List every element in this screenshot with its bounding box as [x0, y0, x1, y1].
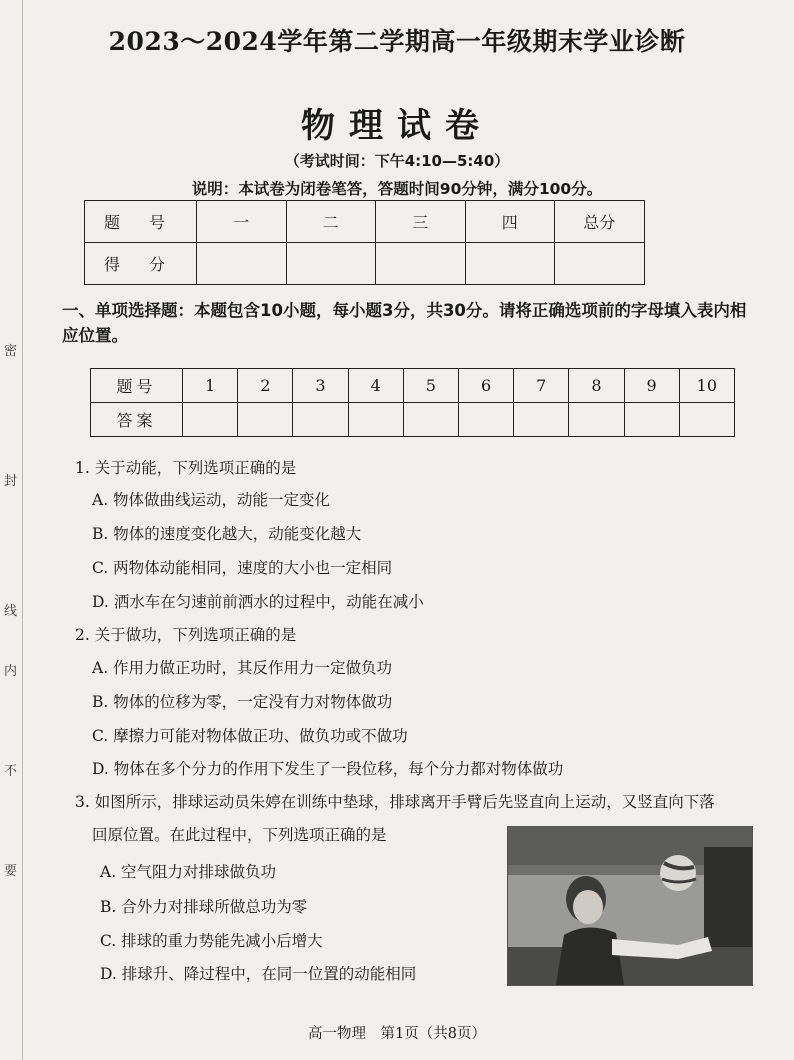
question-3-option-a: A. 空气阻力对排球做负功 — [100, 863, 277, 881]
exam-instructions: 说明：本试卷为闭卷笔答，答题时间90分钟，满分100分。 — [191, 180, 603, 198]
question-number: 6 — [458, 369, 513, 403]
question-3-option-c: C. 排球的重力势能先减小后增大 — [100, 932, 323, 950]
exam-time: （考试时间：下午4:10—5:40） — [284, 152, 510, 170]
question-2-option-a: A. 作用力做正功时，其反作用力一定做负功 — [92, 659, 393, 677]
question-number: 1 — [183, 369, 238, 403]
section-heading: 一、单项选择题：本题包含10小题，每小题3分，共30分。请将正确选项前的字母填入表内相应位置。 — [62, 301, 747, 345]
score-col-3: 三 — [376, 201, 466, 243]
question-3-stem-continued: 回原位置。在此过程中，下列选项正确的是 — [92, 826, 387, 844]
answer-cell — [624, 403, 679, 437]
answer-cell — [238, 403, 293, 437]
question-3-option-b: B. 合外力对排球所做总功为零 — [100, 898, 308, 916]
question-number: 3 — [293, 369, 348, 403]
question-3-stem: 3. 如图所示，排球运动员朱婷在训练中垫球，排球离开手臂后先竖直向上运动，又竖直向下落 — [75, 793, 715, 811]
margin-char: 封 — [4, 474, 18, 489]
score-table-label: 得 分 — [85, 243, 197, 285]
score-table-label: 题 号 — [85, 201, 197, 243]
volleyball-player-photo — [507, 826, 753, 986]
answer-table-number-row — [91, 369, 735, 403]
answer-cell — [458, 403, 513, 437]
question-2-option-c: C. 摩擦力可能对物体做正功、做负功或不做功 — [92, 727, 408, 745]
score-cell — [286, 243, 376, 285]
answer-cell — [514, 403, 569, 437]
answer-table-answer-row — [91, 403, 735, 437]
answer-table-label: 题号 — [91, 369, 183, 403]
question-1-stem: 1. 关于动能，下列选项正确的是 — [75, 459, 297, 477]
margin-char: 内 — [4, 664, 18, 679]
margin-char: 密 — [4, 344, 18, 359]
score-col-1: 一 — [197, 201, 287, 243]
score-col-2: 二 — [286, 201, 376, 243]
score-cell — [376, 243, 466, 285]
answer-cell — [403, 403, 458, 437]
score-col-total: 总分 — [555, 201, 645, 243]
question-1-option-a: A. 物体做曲线运动，动能一定变化 — [92, 491, 331, 509]
score-table-header-row — [85, 201, 734, 243]
question-3-option-d: D. 排球升、降过程中，在同一位置的动能相同 — [100, 965, 417, 983]
score-cell — [555, 243, 645, 285]
question-2-option-b: B. 物体的位移为零，一定没有力对物体做功 — [92, 693, 393, 711]
score-col-4: 四 — [465, 201, 555, 243]
answer-cell — [569, 403, 624, 437]
margin-char: 不 — [4, 764, 18, 779]
score-cell — [197, 243, 287, 285]
exam-title: 2023～2024学年第二学期高一年级期末学业诊断 — [108, 27, 686, 56]
question-number: 4 — [348, 369, 403, 403]
answer-cell — [183, 403, 238, 437]
answer-cell — [293, 403, 348, 437]
score-table — [84, 200, 734, 285]
question-2-option-d: D. 物体在多个分力的作用下发生了一段位移，每个分力都对物体做功 — [92, 760, 564, 778]
answer-table — [90, 368, 735, 437]
question-number: 2 — [238, 369, 293, 403]
score-table-score-row — [85, 243, 734, 285]
question-1-option-d: D. 洒水车在匀速前前洒水的过程中，动能在减小 — [92, 593, 424, 611]
question-1-option-c: C. 两物体动能相同，速度的大小也一定相同 — [92, 559, 393, 577]
question-1-option-b: B. 物体的速度变化越大，动能变化越大 — [92, 525, 362, 543]
question-number: 7 — [514, 369, 569, 403]
answer-cell — [348, 403, 403, 437]
question-2-stem: 2. 关于做功，下列选项正确的是 — [75, 626, 297, 644]
question-number: 5 — [403, 369, 458, 403]
answer-table-label: 答案 — [91, 403, 183, 437]
margin-char: 要 — [4, 864, 18, 879]
question-number: 8 — [569, 369, 624, 403]
subject-title: 物理试卷 — [301, 106, 493, 146]
question-number: 9 — [624, 369, 679, 403]
score-cell — [465, 243, 555, 285]
question-number: 10 — [679, 369, 734, 403]
margin-char: 线 — [4, 604, 18, 619]
page-footer: 高一物理 第1页（共8页） — [308, 1026, 486, 1042]
answer-cell — [679, 403, 734, 437]
